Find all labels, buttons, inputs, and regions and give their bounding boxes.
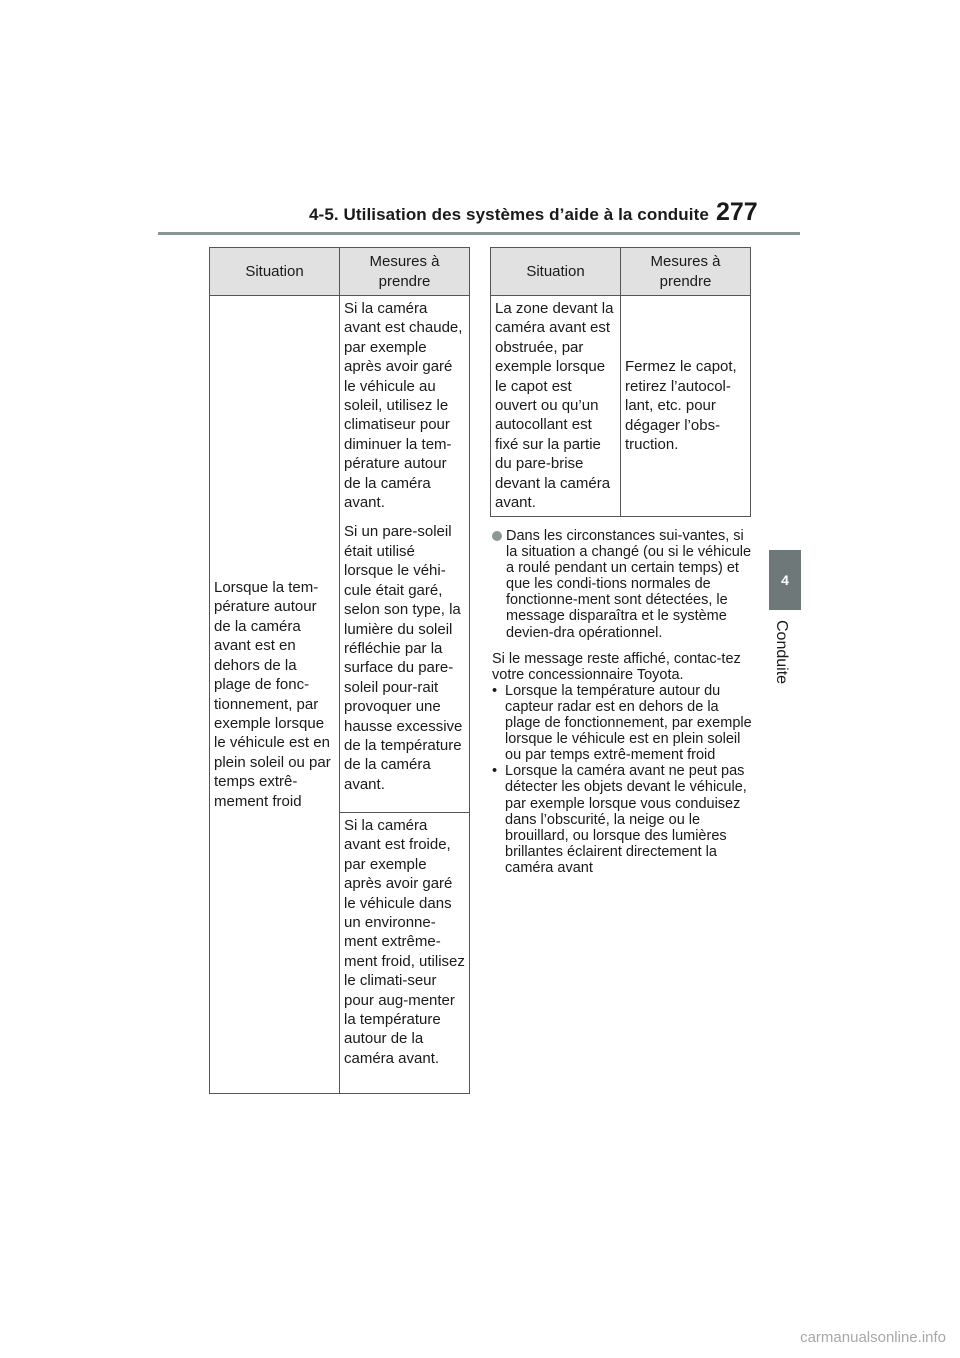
column-header-situation: Situation [491, 248, 621, 296]
bullet-dot-icon [492, 531, 502, 541]
measure-cell [340, 813, 470, 1094]
measure-text: Si un pare-soleil était utilisé lorsque le véhi-cule était garé, selon son type, la lumière du soleil réfléchie par la surface du pare-soleil pour-rait provoquer une hausse excessive de la température de la caméra avant. [344, 523, 463, 793]
table-header-row [210, 248, 470, 296]
situation-cell [210, 296, 340, 1094]
measure-text: Si la caméra avant est chaude, par exemple après avoir garé le véhicule au soleil, utilisez le climatiseur pour diminuer la tem-pérature autour de la caméra avant. [344, 300, 463, 512]
column-header-measures: Mesures à prendre [340, 248, 470, 296]
column-header-situation: Situation [210, 248, 340, 296]
list-item-text: Lorsque la température autour du capteur radar est en dehors de la plage de fonctionnement, par exemple lorsque le véhicule est en plein soleil ou par temps extrê-mement froid [505, 682, 752, 764]
table-header-row [491, 248, 751, 296]
bullet-paragraph [492, 528, 754, 641]
section-title: 4-5. Utilisation des systèmes d’aide à la conduite [309, 205, 709, 224]
list-bullet-icon: • [492, 682, 498, 699]
page-number: 277 [716, 198, 758, 226]
chapter-tab [769, 550, 801, 610]
condition-list [492, 683, 754, 876]
contact-dealer-paragraph: Si le message reste affiché, contac-tez votre concessionnaire Toyota. [492, 650, 741, 683]
situation-table-right [490, 247, 751, 517]
measure-text: Fermez le capot, retirez l’autocol-lant, etc. pour dégager l’obs-truction. [625, 358, 737, 454]
table-row [491, 296, 751, 517]
list-item-text: Lorsque la caméra avant ne peut pas détecter les objets devant le véhicule, par exemple lorsque vous conduisez dans l’obscurité, la neige ou le brouillard, ou lorsque des lumières brillantes éclairent directement la caméra avant [505, 763, 747, 876]
measure-cell [621, 296, 751, 517]
measure-cell [340, 296, 470, 813]
list-item [492, 763, 754, 876]
list-bullet-icon: • [492, 763, 498, 780]
header-rule [158, 232, 800, 235]
column-header-measures: Mesures à prendre [621, 248, 751, 296]
situation-table-left [209, 247, 470, 1094]
table-row [210, 296, 470, 813]
chapter-number: 4 [781, 572, 789, 588]
list-item [492, 683, 754, 763]
measure-text: Si la caméra avant est froide, par exemple après avoir garé le véhicule dans un environne-ment extrême-ment froid, utilisez le climati-seur pour aug-menter la température autour de la caméra avant. [344, 817, 465, 1067]
chapter-label: Conduite [773, 620, 790, 685]
situation-cell [491, 296, 621, 517]
watermark: carmanualsonline.info [800, 1329, 946, 1346]
situation-text: Lorsque la tem-pérature autour de la caméra avant est en dehors de la plage de fonc-tionnement, par exemple lorsque le véhicule est en plein soleil ou par temps extrê-mement froid [214, 579, 331, 810]
body-text [492, 528, 754, 876]
situation-text: La zone devant la caméra avant est obstruée, par exemple lorsque le capot est ouvert ou qu’un autocollant est fixé sur la partie du pare-brise devant la caméra avant. [495, 300, 614, 512]
bullet-text: Dans les circonstances sui-vantes, si la situation a changé (ou si le véhicule a roulé pendant un certain temps) et que les condi-tions normales de fonctionne-ment sont détectées, le message disparaîtra et le système devien-dra opérationnel. [506, 528, 752, 641]
